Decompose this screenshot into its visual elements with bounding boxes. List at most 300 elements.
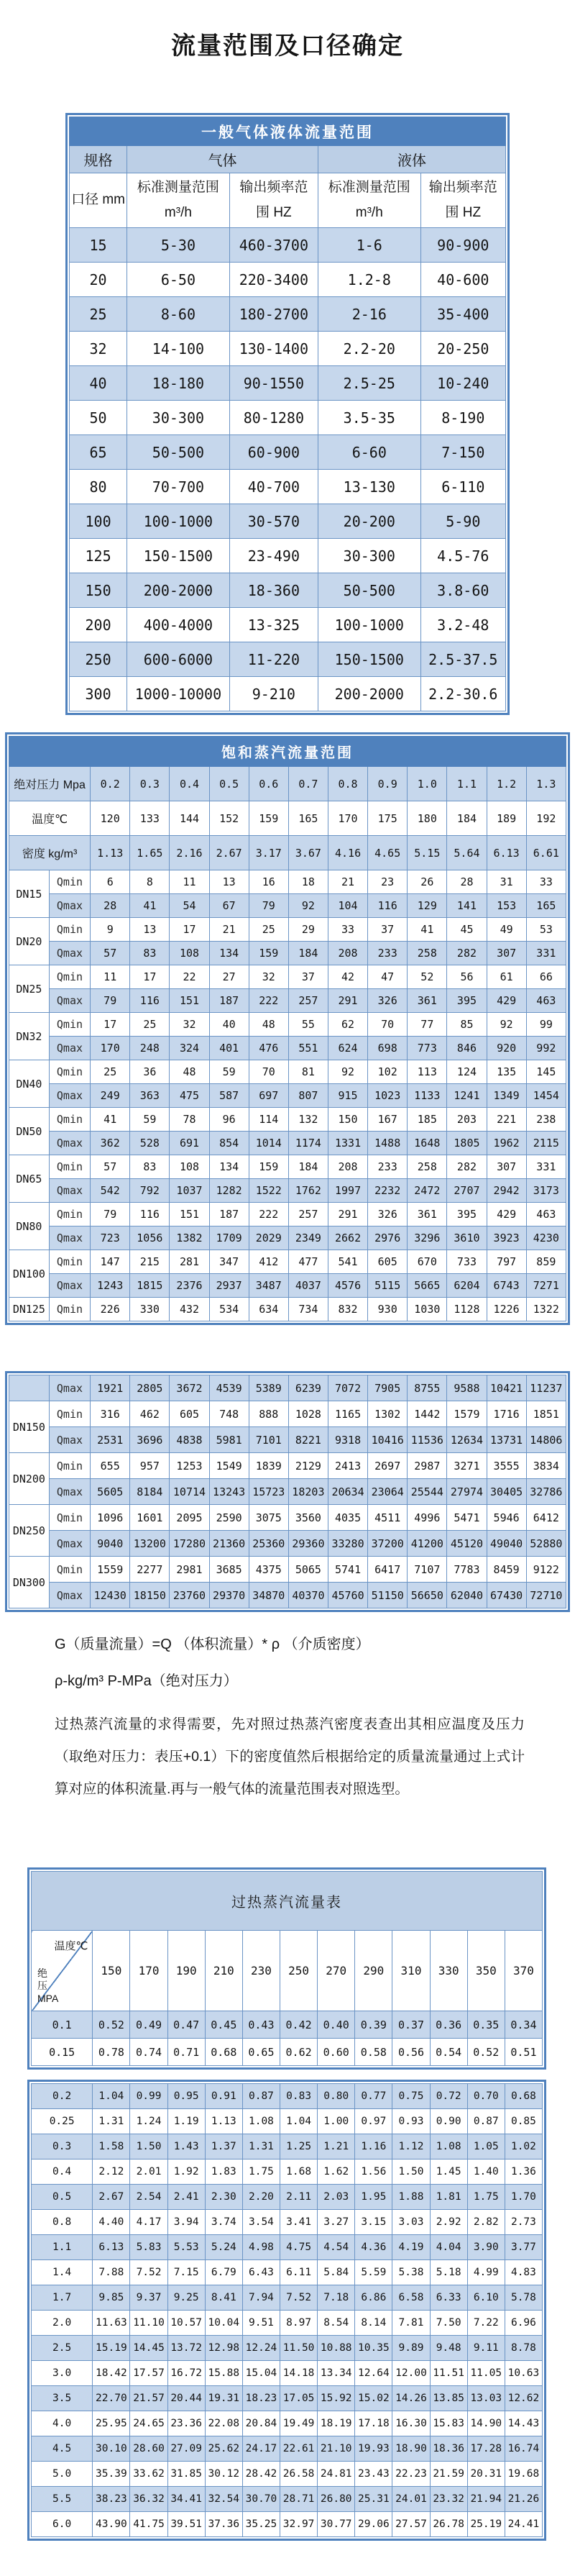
table1-row [70, 297, 506, 332]
qmax-value: 1133 [408, 1084, 447, 1108]
pressure-value: 0.2 [91, 767, 130, 801]
pressure-value: 1.0 [408, 767, 447, 801]
steam-data-row [9, 942, 566, 965]
qmin-value: 99 [526, 1013, 566, 1037]
qmin-value: 48 [170, 1060, 209, 1084]
qmin-value: 11 [170, 870, 209, 894]
steam-density-value: 6.10 [467, 2285, 505, 2311]
steam-density-value: 0.36 [430, 2011, 467, 2039]
steam-density-value: 2.11 [280, 2185, 318, 2210]
steam-density-value: 0.35 [467, 2011, 505, 2039]
qmin-value: 1549 [209, 1453, 249, 1479]
qmin-value: 1302 [368, 1401, 408, 1427]
qmin-value: 233 [368, 1155, 408, 1179]
table1-row [70, 677, 506, 711]
qmin-value: 797 [487, 1250, 526, 1274]
qmax-value: 723 [91, 1226, 130, 1250]
steam-data-row [9, 1583, 566, 1608]
steam-density-value: 9.37 [130, 2285, 167, 2311]
pressure-value: 0.3 [130, 767, 170, 801]
qmax-value: 3296 [408, 1226, 447, 1250]
qmax-value: 27974 [447, 1479, 487, 1505]
steam-data-row [9, 1013, 566, 1037]
qmin-value: 5946 [487, 1505, 526, 1531]
steam-density-value: 17.18 [355, 2411, 392, 2436]
qmin-value: 2697 [368, 1453, 408, 1479]
qmax-value: 14806 [526, 1427, 566, 1453]
qmax-value: 7905 [368, 1375, 408, 1401]
steam-density-value: 9.48 [430, 2336, 467, 2361]
mass-flow-formula: G（质量流量）=Q （体积流量）* ρ （介质密度） [55, 1637, 370, 1652]
qmin-value: 59 [130, 1108, 170, 1132]
density-value: 3.17 [249, 836, 288, 870]
diameter-cell: 200 [70, 608, 127, 642]
superheated-row [32, 2336, 543, 2361]
qmin-value: 113 [408, 1060, 447, 1084]
temperature-column-header: 230 [242, 1931, 280, 2011]
qmin-value: 1851 [526, 1401, 566, 1427]
qmin-value: 3560 [288, 1505, 328, 1531]
steam-density-value: 41.75 [130, 2512, 167, 2537]
steam-density-value: 19.93 [355, 2436, 392, 2462]
qmin-value: 16 [249, 870, 288, 894]
qmin-value: 49 [487, 918, 526, 942]
qmax-value: 5665 [408, 1274, 447, 1298]
qmin-value: 1839 [249, 1453, 288, 1479]
steam-density-value: 16.74 [505, 2436, 542, 2462]
temperature-value: 159 [249, 801, 288, 836]
qmin-value: 92 [328, 1060, 367, 1084]
steam-density-value: 25.95 [93, 2411, 130, 2436]
superheated-steam-table-box-2 [27, 2080, 546, 2541]
qmax-value: 7101 [249, 1427, 288, 1453]
qmin-value: 41 [91, 1108, 130, 1132]
qmin-value: 670 [408, 1250, 447, 1274]
steam-density-value: 1.25 [280, 2134, 318, 2159]
steam-density-value: 1.31 [93, 2109, 130, 2134]
qmin-value: 605 [368, 1250, 408, 1274]
group-header-gas: 气体 [127, 146, 318, 173]
flow-value-cell: 11-220 [229, 642, 318, 677]
qmin-value: 29 [288, 918, 328, 942]
qmax-value: 9040 [91, 1531, 130, 1557]
steam-data-row [9, 1250, 566, 1274]
pressure-value: 0.6 [249, 767, 288, 801]
pressure-label: 绝对压力 Mpa [9, 767, 91, 801]
table1-subheader-row [70, 173, 506, 228]
qmax-value: 846 [447, 1037, 487, 1060]
qmin-value: 48 [249, 1013, 288, 1037]
steam-density-value: 0.87 [467, 2109, 505, 2134]
qmax-value: 282 [447, 942, 487, 965]
corner-temperature-label: 温度℃ [54, 1940, 88, 1952]
flow-value-cell: 400-4000 [127, 608, 230, 642]
qmin-value: 37 [368, 918, 408, 942]
qmin-value: 957 [130, 1453, 170, 1479]
steam-data-row [9, 1479, 566, 1505]
superheated-row [32, 2462, 543, 2487]
qmin-value: 395 [447, 1203, 487, 1226]
table1-row [70, 228, 506, 263]
steam-density-value: 9.51 [242, 2311, 280, 2336]
temperature-value: 189 [487, 801, 526, 836]
steam-density-value: 4.40 [93, 2210, 130, 2235]
steam-density-value: 34.41 [167, 2487, 205, 2512]
qmax-value: 1243 [91, 1274, 130, 1298]
steam-density-value: 2.01 [130, 2159, 167, 2185]
steam-density-value: 0.60 [318, 2039, 355, 2066]
flow-value-cell: 2-16 [318, 297, 420, 332]
density-value: 6.13 [487, 836, 526, 870]
diameter-cell: 20 [70, 263, 127, 297]
qmax-value: 108 [170, 942, 209, 965]
pressure-value: 1.3 [526, 767, 566, 801]
superheated-row [32, 2285, 543, 2311]
qmax-value: 67 [209, 894, 249, 918]
group-header-spec: 规格 [70, 146, 127, 173]
qmin-value: 3075 [249, 1505, 288, 1531]
qmax-value: 475 [170, 1084, 209, 1108]
steam-density-value: 23.36 [167, 2411, 205, 2436]
qmax-label: Qmax [49, 1479, 90, 1505]
qmin-value: 159 [249, 1155, 288, 1179]
qmin-value: 257 [288, 1203, 328, 1226]
qmax-value: 10714 [170, 1479, 209, 1505]
qmax-value: 11237 [526, 1375, 566, 1401]
steam-density-value: 26.78 [430, 2512, 467, 2537]
qmax-value: 2976 [368, 1226, 408, 1250]
pressure-value: 0.8 [328, 767, 367, 801]
flow-value-cell: 9-210 [229, 677, 318, 711]
qmax-value: 4230 [526, 1226, 566, 1250]
flow-value-cell: 3.2-48 [420, 608, 505, 642]
steam-density-value: 28.60 [130, 2436, 167, 2462]
qmin-value: 541 [328, 1250, 367, 1274]
qmax-value: 2115 [526, 1132, 566, 1155]
qmax-value: 153 [487, 894, 526, 918]
flow-value-cell: 200-2000 [318, 677, 420, 711]
qmin-value: 655 [91, 1453, 130, 1479]
qmin-value: 282 [447, 1155, 487, 1179]
steam-density-value: 31.85 [167, 2462, 205, 2487]
steam-density-value: 0.52 [467, 2039, 505, 2066]
density-value: 1.65 [130, 836, 170, 870]
qmax-value: 32786 [526, 1479, 566, 1505]
steam-data-row [9, 1453, 566, 1479]
steam-density-value: 9.25 [167, 2285, 205, 2311]
steam-density-value: 3.77 [505, 2235, 542, 2260]
steam-density-value: 1.56 [355, 2159, 392, 2185]
qmin-value: 79 [91, 1203, 130, 1226]
steam-density-value: 1.75 [242, 2159, 280, 2185]
qmin-value: 47 [368, 965, 408, 989]
qmax-value: 1331 [328, 1132, 367, 1155]
temperature-value: 170 [328, 801, 367, 836]
steam-density-value: 26.58 [280, 2462, 318, 2487]
qmin-value: 1128 [447, 1298, 487, 1321]
qmin-label: Qmin [49, 1453, 90, 1479]
pressure-value: 1.1 [447, 767, 487, 801]
qmax-value: 2937 [209, 1274, 249, 1298]
steam-density-value: 0.68 [205, 2039, 242, 2066]
qmin-value: 66 [526, 965, 566, 989]
qmax-value: 4838 [170, 1427, 209, 1453]
qmin-value: 61 [487, 965, 526, 989]
qmax-value: 624 [328, 1037, 367, 1060]
steam-density-value: 6.43 [242, 2260, 280, 2285]
qmin-value: 147 [91, 1250, 130, 1274]
qmin-value: 135 [487, 1060, 526, 1084]
flow-value-cell: 6-60 [318, 435, 420, 470]
steam-density-value: 26.80 [318, 2487, 355, 2512]
steam-density-value: 22.61 [280, 2436, 318, 2462]
flow-value-cell: 14-100 [127, 332, 230, 366]
qmax-value: 463 [526, 989, 566, 1013]
steam-density-value: 12.98 [205, 2336, 242, 2361]
qmax-value: 1997 [328, 1179, 367, 1203]
flow-value-cell: 40-600 [420, 263, 505, 297]
qmin-value: 226 [91, 1298, 130, 1321]
qmin-value: 8459 [487, 1557, 526, 1583]
steam-density-value: 19.49 [280, 2411, 318, 2436]
qmax-value: 41 [130, 894, 170, 918]
steam-density-value: 1.12 [392, 2134, 430, 2159]
steam-density-value: 24.17 [242, 2436, 280, 2462]
qmax-value: 2232 [368, 1179, 408, 1203]
qmax-value: 116 [130, 989, 170, 1013]
dn-label: DN65 [9, 1155, 50, 1203]
qmax-value: 165 [526, 894, 566, 918]
pressure-value: 0.9 [368, 767, 408, 801]
steam-density-value: 8.54 [318, 2311, 355, 2336]
steam-density-value: 19.68 [505, 2462, 542, 2487]
density-value: 6.61 [526, 836, 566, 870]
density-value: 5.15 [408, 836, 447, 870]
qmax-value: 141 [447, 894, 487, 918]
steam-density-value: 17.57 [130, 2361, 167, 2386]
steam-density-value: 7.81 [392, 2311, 430, 2336]
qmax-value: 23760 [170, 1583, 209, 1608]
steam-density-value: 28.71 [280, 2487, 318, 2512]
qmax-value: 4037 [288, 1274, 328, 1298]
steam-density-value: 6.58 [392, 2285, 430, 2311]
flow-value-cell: 20-200 [318, 504, 420, 539]
qmin-value: 534 [209, 1298, 249, 1321]
qmax-value: 1056 [130, 1226, 170, 1250]
qmin-value: 151 [170, 1203, 209, 1226]
dn-label: DN125 [9, 1298, 50, 1321]
flow-value-cell: 130-1400 [229, 332, 318, 366]
steam-density-value: 0.52 [93, 2011, 130, 2039]
qmax-value: 79 [249, 894, 288, 918]
steam-density-value: 7.52 [130, 2260, 167, 2285]
qmax-label: Qmax [49, 1531, 90, 1557]
qmax-value: 15723 [249, 1479, 288, 1505]
diameter-cell: 40 [70, 366, 127, 401]
steam-density-value: 4.36 [355, 2235, 392, 2260]
steam-density-value: 24.65 [130, 2411, 167, 2436]
diameter-cell: 65 [70, 435, 127, 470]
qmin-value: 9 [91, 918, 130, 942]
pressure-row [9, 767, 566, 801]
qmax-value: 25360 [249, 1531, 288, 1557]
steam-density-value: 14.45 [130, 2336, 167, 2361]
qmin-value: 331 [526, 1155, 566, 1179]
pressure-value: 0.4 [170, 767, 209, 801]
qmin-value: 4511 [368, 1505, 408, 1531]
qmin-value: 215 [130, 1250, 170, 1274]
qmin-label: Qmin [49, 1505, 90, 1531]
qmax-value: 920 [487, 1037, 526, 1060]
flow-value-cell: 18-180 [127, 366, 230, 401]
qmin-value: 221 [487, 1108, 526, 1132]
steam-density-value: 33.62 [130, 2462, 167, 2487]
qmax-value: 2029 [249, 1226, 288, 1250]
temperature-label: 温度℃ [9, 801, 91, 836]
qmin-value: 53 [526, 918, 566, 942]
steam-density-value: 21.10 [318, 2436, 355, 2462]
dn-label: DN20 [9, 918, 50, 965]
steam-density-value: 38.23 [93, 2487, 130, 2512]
qmin-value: 1226 [487, 1298, 526, 1321]
qmax-value: 1921 [91, 1375, 130, 1401]
superheated-row [32, 2311, 543, 2336]
flow-value-cell: 5-90 [420, 504, 505, 539]
pressure-row-label: 3.5 [32, 2386, 93, 2411]
qmax-value: 3672 [170, 1375, 209, 1401]
density-value: 5.64 [447, 836, 487, 870]
table1-subheader-3: 标准测量范围 m³/h [318, 173, 420, 228]
flow-value-cell: 180-2700 [229, 297, 318, 332]
steam-density-value: 0.93 [392, 2109, 430, 2134]
qmin-value: 55 [288, 1013, 328, 1037]
qmax-value: 773 [408, 1037, 447, 1060]
qmax-value: 17280 [170, 1531, 209, 1557]
qmax-value: 429 [487, 989, 526, 1013]
qmin-value: 1601 [130, 1505, 170, 1531]
steam-density-value: 0.91 [205, 2084, 242, 2109]
temperature-column-header: 250 [280, 1931, 318, 2011]
steam-density-value: 4.19 [392, 2235, 430, 2260]
qmax-value: 363 [130, 1084, 170, 1108]
steam-density-value: 35.39 [93, 2462, 130, 2487]
temperature-column-header: 310 [392, 1931, 430, 2011]
steam-density-value: 1.62 [318, 2159, 355, 2185]
steam-density-value: 13.85 [430, 2386, 467, 2411]
steam-data-row [9, 1179, 566, 1203]
flow-value-cell: 70-700 [127, 470, 230, 504]
qmin-value: 26 [408, 870, 447, 894]
steam-density-value: 5.78 [505, 2285, 542, 2311]
steam-density-value: 15.02 [355, 2386, 392, 2411]
density-value: 2.67 [209, 836, 249, 870]
steam-density-value: 0.65 [242, 2039, 280, 2066]
qmax-value: 12634 [447, 1427, 487, 1453]
qmin-value: 6417 [368, 1557, 408, 1583]
qmax-value: 691 [170, 1132, 209, 1155]
qmax-value: 8755 [408, 1375, 447, 1401]
qmax-value: 45760 [328, 1583, 367, 1608]
steam-data-row [9, 1557, 566, 1583]
temperature-column-header: 270 [318, 1931, 355, 2011]
qmin-value: 3685 [209, 1557, 249, 1583]
density-pressure-formula: ρ-kg/m³ P-MPa（绝对压力） [55, 1673, 238, 1689]
dn-label: DN80 [9, 1203, 50, 1250]
qmin-label: Qmin [49, 1250, 90, 1274]
qmax-value: 8184 [130, 1479, 170, 1505]
flow-value-cell: 18-360 [229, 573, 318, 608]
qmin-value: 7107 [408, 1557, 447, 1583]
steam-density-value: 9.11 [467, 2336, 505, 2361]
steam-density-value: 10.35 [355, 2336, 392, 2361]
qmax-value: 72710 [526, 1583, 566, 1608]
steam-density-value: 7.50 [430, 2311, 467, 2336]
superheated-row [32, 2512, 543, 2537]
qmin-value: 17 [91, 1013, 130, 1037]
steam-density-value: 30.12 [205, 2462, 242, 2487]
temperature-value: 192 [526, 801, 566, 836]
steam-density-value: 23.32 [430, 2487, 467, 2512]
steam-density-value: 1.83 [205, 2159, 242, 2185]
steam-density-value: 16.30 [392, 2411, 430, 2436]
steam-density-value: 3.15 [355, 2210, 392, 2235]
qmin-value: 1028 [288, 1401, 328, 1427]
qmax-value: 1023 [368, 1084, 408, 1108]
superheated-row [32, 2436, 543, 2462]
qmin-label: Qmin [49, 1557, 90, 1583]
flow-value-cell: 40-700 [229, 470, 318, 504]
qmax-value: 1349 [487, 1084, 526, 1108]
dn-label: DN100 [9, 1250, 50, 1298]
qmin-value: 6 [91, 870, 130, 894]
steam-density-value: 12.62 [505, 2386, 542, 2411]
table1-subheader-4: 输出频率范 围 HZ [420, 173, 505, 228]
flow-value-cell: 30-570 [229, 504, 318, 539]
steam-density-value: 0.54 [430, 2039, 467, 2066]
diameter-cell: 150 [70, 573, 127, 608]
steam-density-value: 12.64 [355, 2361, 392, 2386]
qmin-value: 1716 [487, 1401, 526, 1427]
qmin-value: 238 [526, 1108, 566, 1132]
steam-density-value: 20.44 [167, 2386, 205, 2411]
steam-density-value: 24.01 [392, 2487, 430, 2512]
pressure-row-label: 0.3 [32, 2134, 93, 2159]
qmin-value: 25 [249, 918, 288, 942]
steam-density-value: 1.08 [430, 2134, 467, 2159]
qmax-value: 854 [209, 1132, 249, 1155]
steam-density-value: 0.42 [280, 2011, 318, 2039]
steam-density-value: 22.70 [93, 2386, 130, 2411]
steam-density-value: 25.62 [205, 2436, 242, 2462]
steam-density-value: 6.11 [280, 2260, 318, 2285]
steam-density-value: 1.81 [430, 2185, 467, 2210]
qmax-value: 2707 [447, 1179, 487, 1203]
qmax-value: 20634 [328, 1479, 367, 1505]
qmax-value: 1037 [170, 1179, 209, 1203]
steam-density-value: 21.94 [467, 2487, 505, 2512]
steam-density-value: 5.38 [392, 2260, 430, 2285]
flow-value-cell: 460-3700 [229, 228, 318, 263]
qmin-value: 3555 [487, 1453, 526, 1479]
table1-row [70, 263, 506, 297]
qmin-value: 27 [209, 965, 249, 989]
qmin-value: 326 [368, 1203, 408, 1226]
qmin-value: 412 [249, 1250, 288, 1274]
steam-density-value: 0.77 [355, 2084, 392, 2109]
qmin-value: 463 [526, 1203, 566, 1226]
dn-label: DN150 [9, 1401, 50, 1453]
superheated-row [32, 2260, 543, 2285]
